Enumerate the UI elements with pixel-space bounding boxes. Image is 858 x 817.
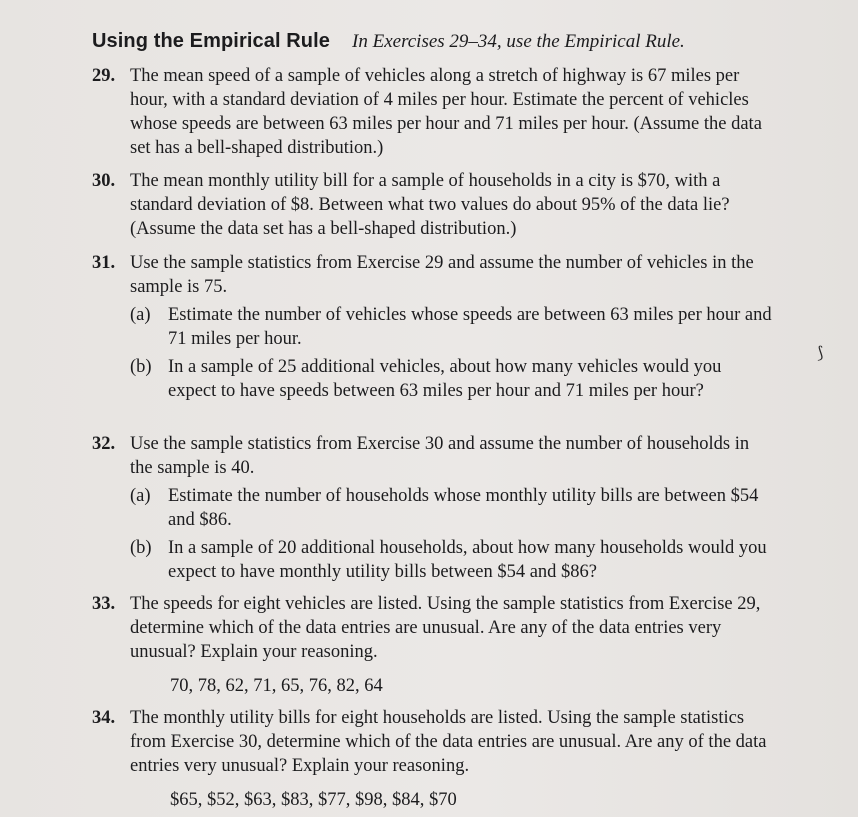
part-label: (b) <box>130 357 152 377</box>
exercise-number: 32. <box>92 434 116 454</box>
exercise-33 <box>92 592 772 698</box>
exercise-number: 34. <box>92 708 116 728</box>
exercise-34 <box>92 706 772 812</box>
pen-mark: ⟆ <box>817 345 824 362</box>
data-entries: $65, $52, $63, $83, $77, $98, $84, $70 <box>170 790 457 810</box>
exercise-29 <box>92 64 772 160</box>
exercise-text: The mean speed of a sample of vehicles along a stretch of highway is 67 miles per hour, with a standard deviation of 4 miles per hour. Estimate the percent of vehicles whose speeds are between 63 miles per hour and 71 miles per hour. (Assume the data set has a bell-shaped distribution.) <box>130 66 762 158</box>
exercise-text: The mean monthly utility bill for a sample of households in a city is $70, with a standard deviation of $8. Between what two values do about 95% of the data lie? (Assume the data set has a bell-shaped distribution.) <box>130 171 730 239</box>
exercise-text: The monthly utility bills for eight households are listed. Using the sample statistics from Exercise 30, determine which of the data entries are unusual. Are any of the data entries very unusual? Explain your reasoning. <box>130 708 767 776</box>
exercise-number: 33. <box>92 594 116 614</box>
exercise-part-b <box>130 355 772 403</box>
exercise-31 <box>92 251 772 403</box>
section-instruction: In Exercises 29–34, use the Empirical Rule. <box>352 31 685 52</box>
exercise-text: Use the sample statistics from Exercise 29 and assume the number of vehicles in the sample is 75. <box>130 253 754 297</box>
section-heading <box>92 30 685 53</box>
exercise-number: 29. <box>92 66 116 86</box>
exercise-30 <box>92 169 772 241</box>
exercise-text: Use the sample statistics from Exercise 30 and assume the number of households in the sample is 40. <box>130 434 750 478</box>
exercise-part-a <box>130 303 772 351</box>
exercise-number: 30. <box>92 171 116 191</box>
exercise-32 <box>92 432 772 584</box>
part-label: (a) <box>130 305 151 325</box>
data-entries: 70, 78, 62, 71, 65, 76, 82, 64 <box>170 676 383 696</box>
part-text: In a sample of 20 additional households, about how many households would you expect to have monthly utility bills between $54 and $86? <box>168 538 767 582</box>
section-title: Using the Empirical Rule <box>92 30 331 52</box>
part-label: (a) <box>130 486 151 506</box>
part-text: Estimate the number of vehicles whose speeds are between 63 miles per hour and 71 miles per hour. <box>168 305 772 349</box>
exercise-part-a <box>130 484 772 532</box>
part-text: Estimate the number of households whose monthly utility bills are between $54 and $86. <box>168 486 759 530</box>
exercise-text: The speeds for eight vehicles are listed. Using the sample statistics from Exercise 29, determine which of the data entries are unusual. Are any of the data entries very unusual? Explain your reasoning. <box>130 594 761 662</box>
part-label: (b) <box>130 538 152 558</box>
exercise-number: 31. <box>92 253 116 273</box>
part-text: In a sample of 25 additional vehicles, about how many vehicles would you expect to have speeds between 63 miles per hour and 71 miles per hour? <box>168 357 722 401</box>
exercise-part-b <box>130 536 772 584</box>
